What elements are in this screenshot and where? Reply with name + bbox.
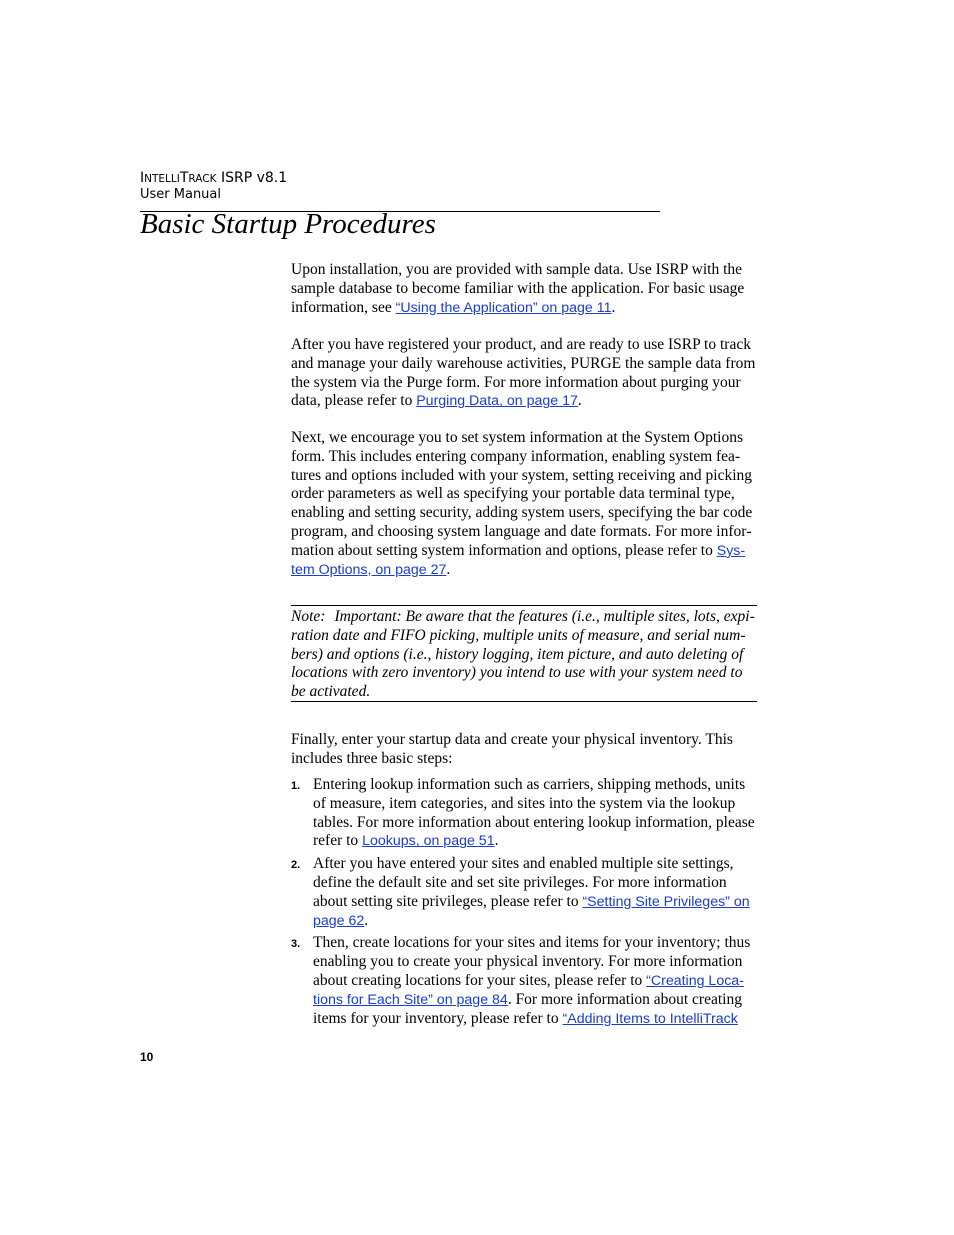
paragraph-1 (291, 261, 759, 317)
link-system-options[interactable]: System Options, on page 27 (291, 542, 746, 578)
step-number: 3. (291, 938, 301, 951)
paragraph-2-end: . (577, 392, 582, 410)
running-header-product (140, 170, 287, 188)
running-header-subtitle: User Manual (140, 187, 222, 202)
product-initial-t: T (179, 170, 189, 186)
product-smallcaps-ntelli: NTELLI (144, 173, 180, 185)
paragraph-4 (291, 731, 759, 769)
paragraph-2-text: After you have registered your product, and are ready to use ISRP to track and manage your daily warehouse activities, PURGE the sample data from the system via the Purge form. For more information about purging your data, please refer to (291, 336, 756, 410)
note-label: Note: (291, 608, 326, 625)
link-adding-items[interactable]: “Adding Items to IntelliTrack (562, 1010, 738, 1027)
product-version: ISRP v8.1 (216, 170, 288, 186)
list-item (291, 855, 759, 930)
list-item (291, 934, 759, 1028)
step-text: Entering lookup information such as carriers, shipping methods, units of measure, item categories, and sites into the system via the lookup tables. For more information about entering lookup information, please refer to (313, 776, 755, 850)
step-text: Then, create locations for your sites and items for your inventory; thus enabling you to create your physical inventory. For more information about creating locations for your sites, please refer to (313, 934, 751, 989)
link-creating-locations[interactable]: “Creating Locations for Each Site” on page 84 (313, 972, 744, 1008)
note-text: Important: Be aware that the features (i.e., multiple sites, lots, expiration date and FIFO picking, multiple units of measure, and serial numbers) and options (i.e., history logging, item picture, and auto deleting of locations with zero inventory) you intend to use with your system need to be activated. (291, 608, 755, 701)
paragraph-2 (291, 336, 759, 411)
startup-steps-list (291, 776, 759, 1032)
step-number: 2. (291, 859, 301, 872)
paragraph-1-end: . (611, 298, 616, 316)
step-end: . (494, 832, 499, 850)
link-using-the-application[interactable]: “Using the Application” on page 11 (395, 299, 612, 316)
step-text-continued: . For more information about creating items for your inventory, please refer to (313, 990, 742, 1027)
paragraph-1-text: Upon installation, you are provided with sample data. Use ISRP with the sample database to become familiar with the application. For basic usage information, see (291, 261, 745, 316)
link-lookups[interactable]: Lookups, on page 51 (362, 833, 495, 850)
paragraph-3-text: Next, we encourage you to set system information at the System Options form. This includes entering company information, enabling system features and options included with your system, setting receiving and picking order parameters as well as specifying your portable data terminal type, enabling and setting security, adding system users, specifying the bar code program, and choosing system language and date formats. For more information about setting system information and options, please refer to (291, 429, 753, 559)
link-purging-data[interactable]: Purging Data, on page 17 (416, 393, 578, 410)
important-note (291, 605, 757, 702)
paragraph-4-text: Finally, enter your startup data and create your physical inventory. This includes three basic steps: (291, 731, 733, 767)
link-setting-site-privileges[interactable]: “Setting Site Privileges” on page 62 (313, 893, 750, 929)
page-number: 10 (140, 1050, 154, 1064)
step-text: After you have entered your sites and enabled multiple site settings, define the default site and set site privileges. For more information about setting site privileges, please refer to (313, 855, 734, 910)
product-smallcaps-rack: RACK (188, 173, 217, 185)
product-initial-i: I (140, 170, 145, 186)
step-end: . (364, 911, 369, 929)
list-item (291, 776, 759, 851)
paragraph-3-end: . (446, 560, 451, 578)
paragraph-3 (291, 429, 759, 579)
step-number: 1. (291, 780, 301, 792)
section-title: Basic Startup Procedures (140, 208, 436, 240)
